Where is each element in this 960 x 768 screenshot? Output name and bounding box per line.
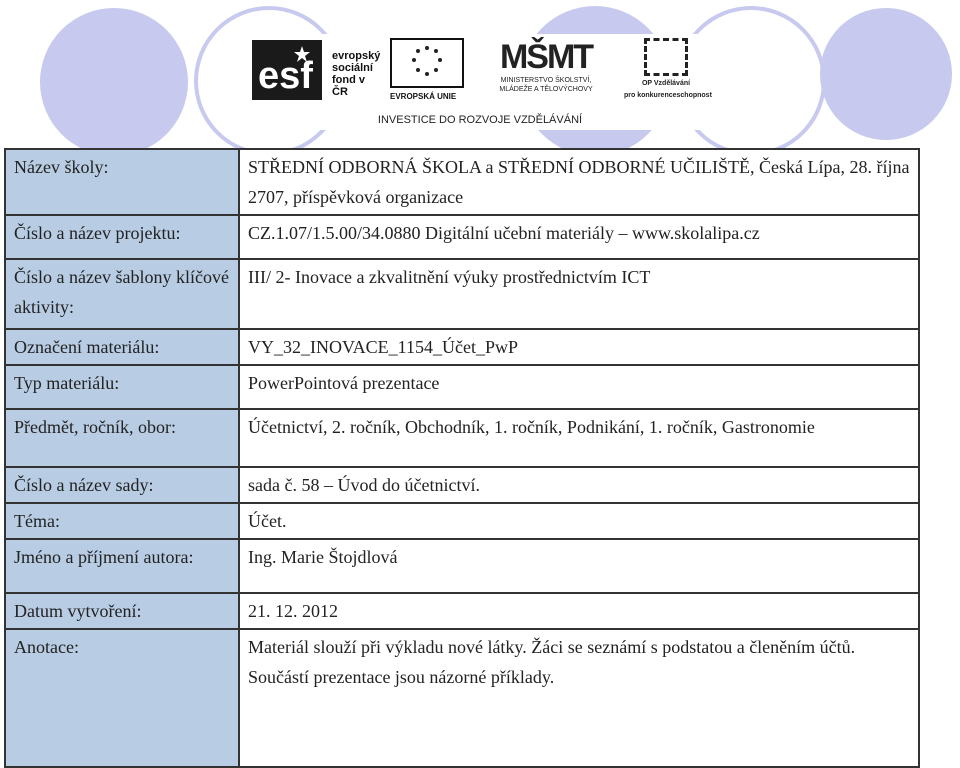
- value-cell: PowerPointová prezentace: [239, 365, 919, 409]
- esf-mark-icon: [252, 40, 322, 100]
- op-text-line: OP Vzdělávání: [641, 80, 691, 87]
- decorative-circle: [40, 8, 188, 156]
- table-row: [5, 409, 919, 467]
- funding-logos-banner: [248, 34, 712, 130]
- value-cell: 21. 12. 2012: [239, 593, 919, 629]
- label-cell: Jméno a příjmení autora:: [5, 539, 239, 593]
- value-cell: STŘEDNÍ ODBORNÁ ŠKOLA a STŘEDNÍ ODBORNÉ UČILIŠTĚ, Česká Lípa, 28. října 2707, příspěvková organizace: [239, 149, 919, 215]
- label-cell: Datum vytvoření:: [5, 593, 239, 629]
- label-cell: Typ materiálu:: [5, 365, 239, 409]
- esf-logo: [252, 40, 382, 108]
- label-cell: Číslo a název sady:: [5, 467, 239, 503]
- eu-flag-icon: [390, 38, 464, 88]
- esf-text-line: evropský: [332, 50, 381, 62]
- msmt-logo: [476, 38, 616, 108]
- label-cell: Předmět, ročník, obor:: [5, 409, 239, 467]
- eu-logo: [390, 38, 470, 108]
- investice-tagline: INVESTICE DO ROZVOJE VZDĚLÁVÁNÍ: [377, 114, 583, 126]
- esf-text-line: sociální: [332, 62, 373, 74]
- msmt-text-line: MLÁDEŽE A TĚLOVÝCHOVY: [499, 86, 593, 93]
- label-cell: Číslo a název šablony klíčové aktivity:: [5, 259, 239, 329]
- value-cell: Ing. Marie Štojdlová: [239, 539, 919, 593]
- table-row: [5, 629, 919, 767]
- table-row: [5, 503, 919, 539]
- material-info-table: [4, 148, 920, 768]
- table-row: [5, 329, 919, 365]
- op-vk-logo: [624, 38, 712, 108]
- eu-logo-text: EVROPSKÁ UNIE: [390, 92, 457, 101]
- table-row: [5, 593, 919, 629]
- table-row: [5, 259, 919, 329]
- op-vk-mark-icon: [644, 38, 688, 76]
- msmt-mark: MŠMT: [499, 38, 593, 76]
- table-row: [5, 467, 919, 503]
- value-cell: sada č. 58 – Úvod do účetnictví.: [239, 467, 919, 503]
- value-cell: III/ 2- Inovace a zkvalitnění výuky prostřednictvím ICT: [239, 259, 919, 329]
- label-cell: Téma:: [5, 503, 239, 539]
- table-row: [5, 365, 919, 409]
- value-cell: Účetnictví, 2. ročník, Obchodník, 1. ročník, Podnikání, 1. ročník, Gastronomie: [239, 409, 919, 467]
- table-row: [5, 215, 919, 259]
- label-cell: Název školy:: [5, 149, 239, 215]
- op-text-line: pro konkurenceschopnost: [624, 92, 712, 99]
- svg-text:esf: esf: [258, 55, 313, 97]
- esf-text-line: fond v ČR: [332, 74, 365, 98]
- value-cell: CZ.1.07/1.5.00/34.0880 Digitální učební materiály – www.skolalipa.cz: [239, 215, 919, 259]
- decorative-circle: [820, 8, 952, 140]
- msmt-text-line: MINISTERSTVO ŠKOLSTVÍ,: [500, 77, 592, 84]
- value-cell: Účet.: [239, 503, 919, 539]
- value-cell: VY_32_INOVACE_1154_Účet_PwP: [239, 329, 919, 365]
- table-row: [5, 149, 919, 215]
- label-cell: Anotace:: [5, 629, 239, 767]
- label-cell: Označení materiálu:: [5, 329, 239, 365]
- label-cell: Číslo a název projektu:: [5, 215, 239, 259]
- table-row: [5, 539, 919, 593]
- value-cell: Materiál slouží při výkladu nové látky. Žáci se seznámí s podstatou a členěním účtů. Součástí prezentace jsou názorné příklady.: [239, 629, 919, 767]
